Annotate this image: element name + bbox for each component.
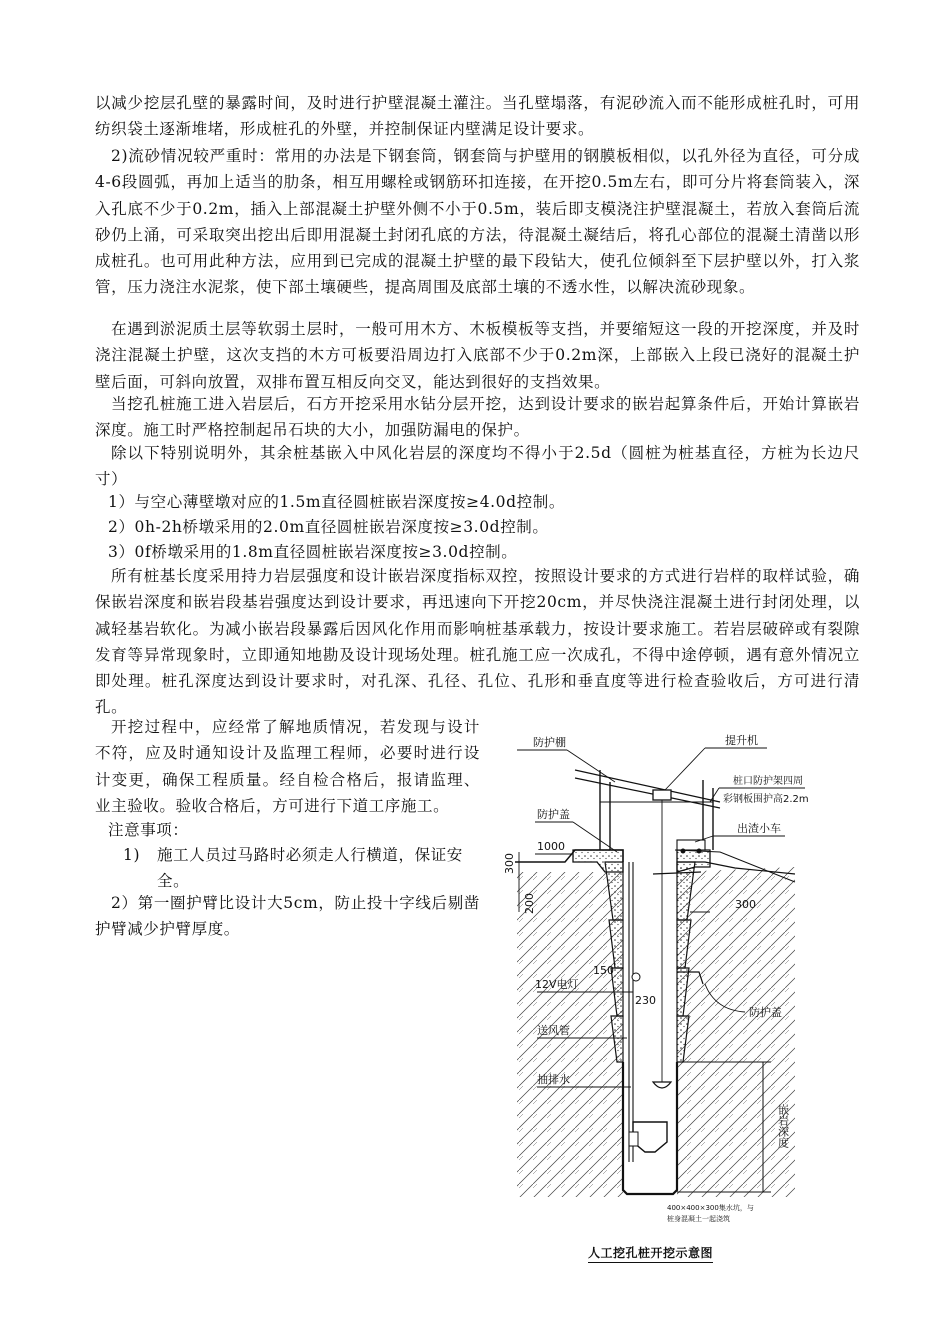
label-lamp: 12V电灯 (535, 978, 579, 991)
label-dim-300-left: 300 (503, 853, 516, 874)
paragraph-6: 所有桩基长度采用持力岩层强度和设计嵌岩深度指标双控，按照设计要求的方式进行岩样的取样试验，确保嵌岩深度和嵌岩段基岩强度达到设计要求，再迅速向下开挖20cm，并尽快浇注混凝土进行封闭处理，以减轻基岩软化。为减小嵌岩段暴露后因风化作用而影响桩基承载力，按设计要求施工。若岩层破碎或有裂隙发育等异常现象时，立即通知地勘及设计现场处理。桩孔施工应一次成孔，不得中途停顿，遇有意外情况立即处理。桩孔深度达到设计要求时，对孔深、孔径、孔位、孔形和垂直度等进行检查验收后，方可进行清孔。 (95, 567, 860, 717)
label-cover-top: 防护盖 (537, 808, 570, 821)
hoist-motor (653, 790, 671, 800)
paragraph-4: 当挖孔桩施工进入岩层后，石方开挖采用水钻分层开挖，达到设计要求的嵌岩起算条件后，开始计算嵌岩深度。施工时严格控制起吊石块的大小，加强防漏电的保护。 (95, 395, 860, 440)
note-2: 2）第一圈护臂比设计大5cm，防止投十字线后剔凿护臂减少护臂厚度。 (95, 894, 480, 939)
label-sump-1: 400×400×300集水坑，与 (667, 1204, 754, 1212)
label-dim-230: 230 (635, 994, 656, 1007)
label-dim-300-right: 300 (735, 898, 756, 911)
label-rock-depth: 嵌岩深度 (776, 1104, 790, 1148)
paragraph-1: 以减少挖层孔壁的暴露时间，及时进行护壁混凝土灌注。当孔壁塌落，有泥砂流入而不能形成桩孔时，可用纺织袋土逐渐堆堵，形成桩孔的外壁，并控制保证内壁满足设计要求。 (95, 94, 860, 139)
label-pump: 抽排水 (537, 1073, 570, 1086)
label-cover-mid: 防护盖 (749, 1006, 782, 1019)
pile-excavation-diagram (503, 722, 809, 1247)
label-dim-150: 150 (593, 964, 614, 977)
label-cart: 出渣小车 (737, 822, 781, 835)
label-dim-200: 200 (523, 893, 536, 914)
list-item-3: 3）0f桥墩采用的1.8m直径圆桩嵌岩深度按≥3.0d控制。 (108, 543, 518, 561)
label-hoist: 提升机 (725, 734, 758, 747)
label-dim-1000: 1000 (537, 840, 565, 853)
paragraph-7: 开挖过程中，应经常了解地质情况，若发现与设计不符，应及时通知设计及监理工程师，必要时进行设计变更，确保工程质量。经自检合格后，报请监理、业主验收。验收合格后，方可进行下道工序施工。 (95, 718, 480, 815)
note-1: 施工人员过马路时必须走人行横道，保证安全。 (157, 846, 463, 891)
label-air-pipe: 送风管 (537, 1024, 570, 1037)
paragraph-2: 2)流砂情况较严重时：常用的办法是下钢套筒，钢套筒与护壁用的钢膜板相似，以孔外径为直径，可分成4-6段圆弧，再加上适当的肋条，相互用螺栓或钢筋环扣连接，在开挖0.5m左右，即可分片将套筒装入，深入孔底不少于0.2m，插入上部混凝土护壁外侧不小于0.5m，装后即支模浇注护壁混凝土，若放入套筒后流砂仍上涌，可采取突出挖出后即用混凝土封闭孔底的方法，待混凝土凝结后，将孔心部位的混凝土清凿以形成桩孔。也可用此种方法，应用到已完成的混凝土护壁的最下段钻大，使孔位倾斜至下层护壁以外，打入浆管，压力浇注水泥浆，使下部土壤硬些，提高周围及底部土壤的不透水性，以解决流砂现象。 (95, 147, 860, 297)
label-sump-2: 桩身混凝土一起浇筑 (667, 1215, 730, 1223)
figure-caption: 人工挖孔桩开挖示意图 (588, 1244, 713, 1263)
label-fence-2: 彩钢板围护高2.2m (723, 794, 809, 805)
label-fence-1: 桩口防护架四周 (733, 776, 803, 787)
note-1-number: 1) (123, 846, 141, 864)
list-item-2: 2）0h-2h桥墩采用的2.0m直径圆桩嵌岩深度按≥3.0d控制。 (108, 518, 549, 536)
list-item-1: 1）与空心薄壁墩对应的1.5m直径圆桩嵌岩深度按≥4.0d控制。 (108, 493, 565, 511)
notes-title: 注意事项： (108, 821, 189, 839)
label-shed: 防护棚 (533, 736, 566, 749)
paragraph-3: 在遇到淤泥质土层等软弱土层时，一般可用木方、木板模板等支挡，并要缩短这一段的开挖深度，并及时浇注混凝土护壁，这次支挡的木方可板要沿周边打入底部不少于0.2m深，上部嵌入上段已浇好的混凝土护壁后面，可斜向放置，双排布置互相反向交叉，能达到很好的支挡效果。 (95, 320, 860, 391)
soil-left (517, 872, 623, 1197)
paragraph-5: 除以下特别说明外，其余桩基嵌入中风化岩层的深度均不得小于2.5d（圆桩为桩基直径，方桩为长边尺寸） (95, 444, 860, 489)
